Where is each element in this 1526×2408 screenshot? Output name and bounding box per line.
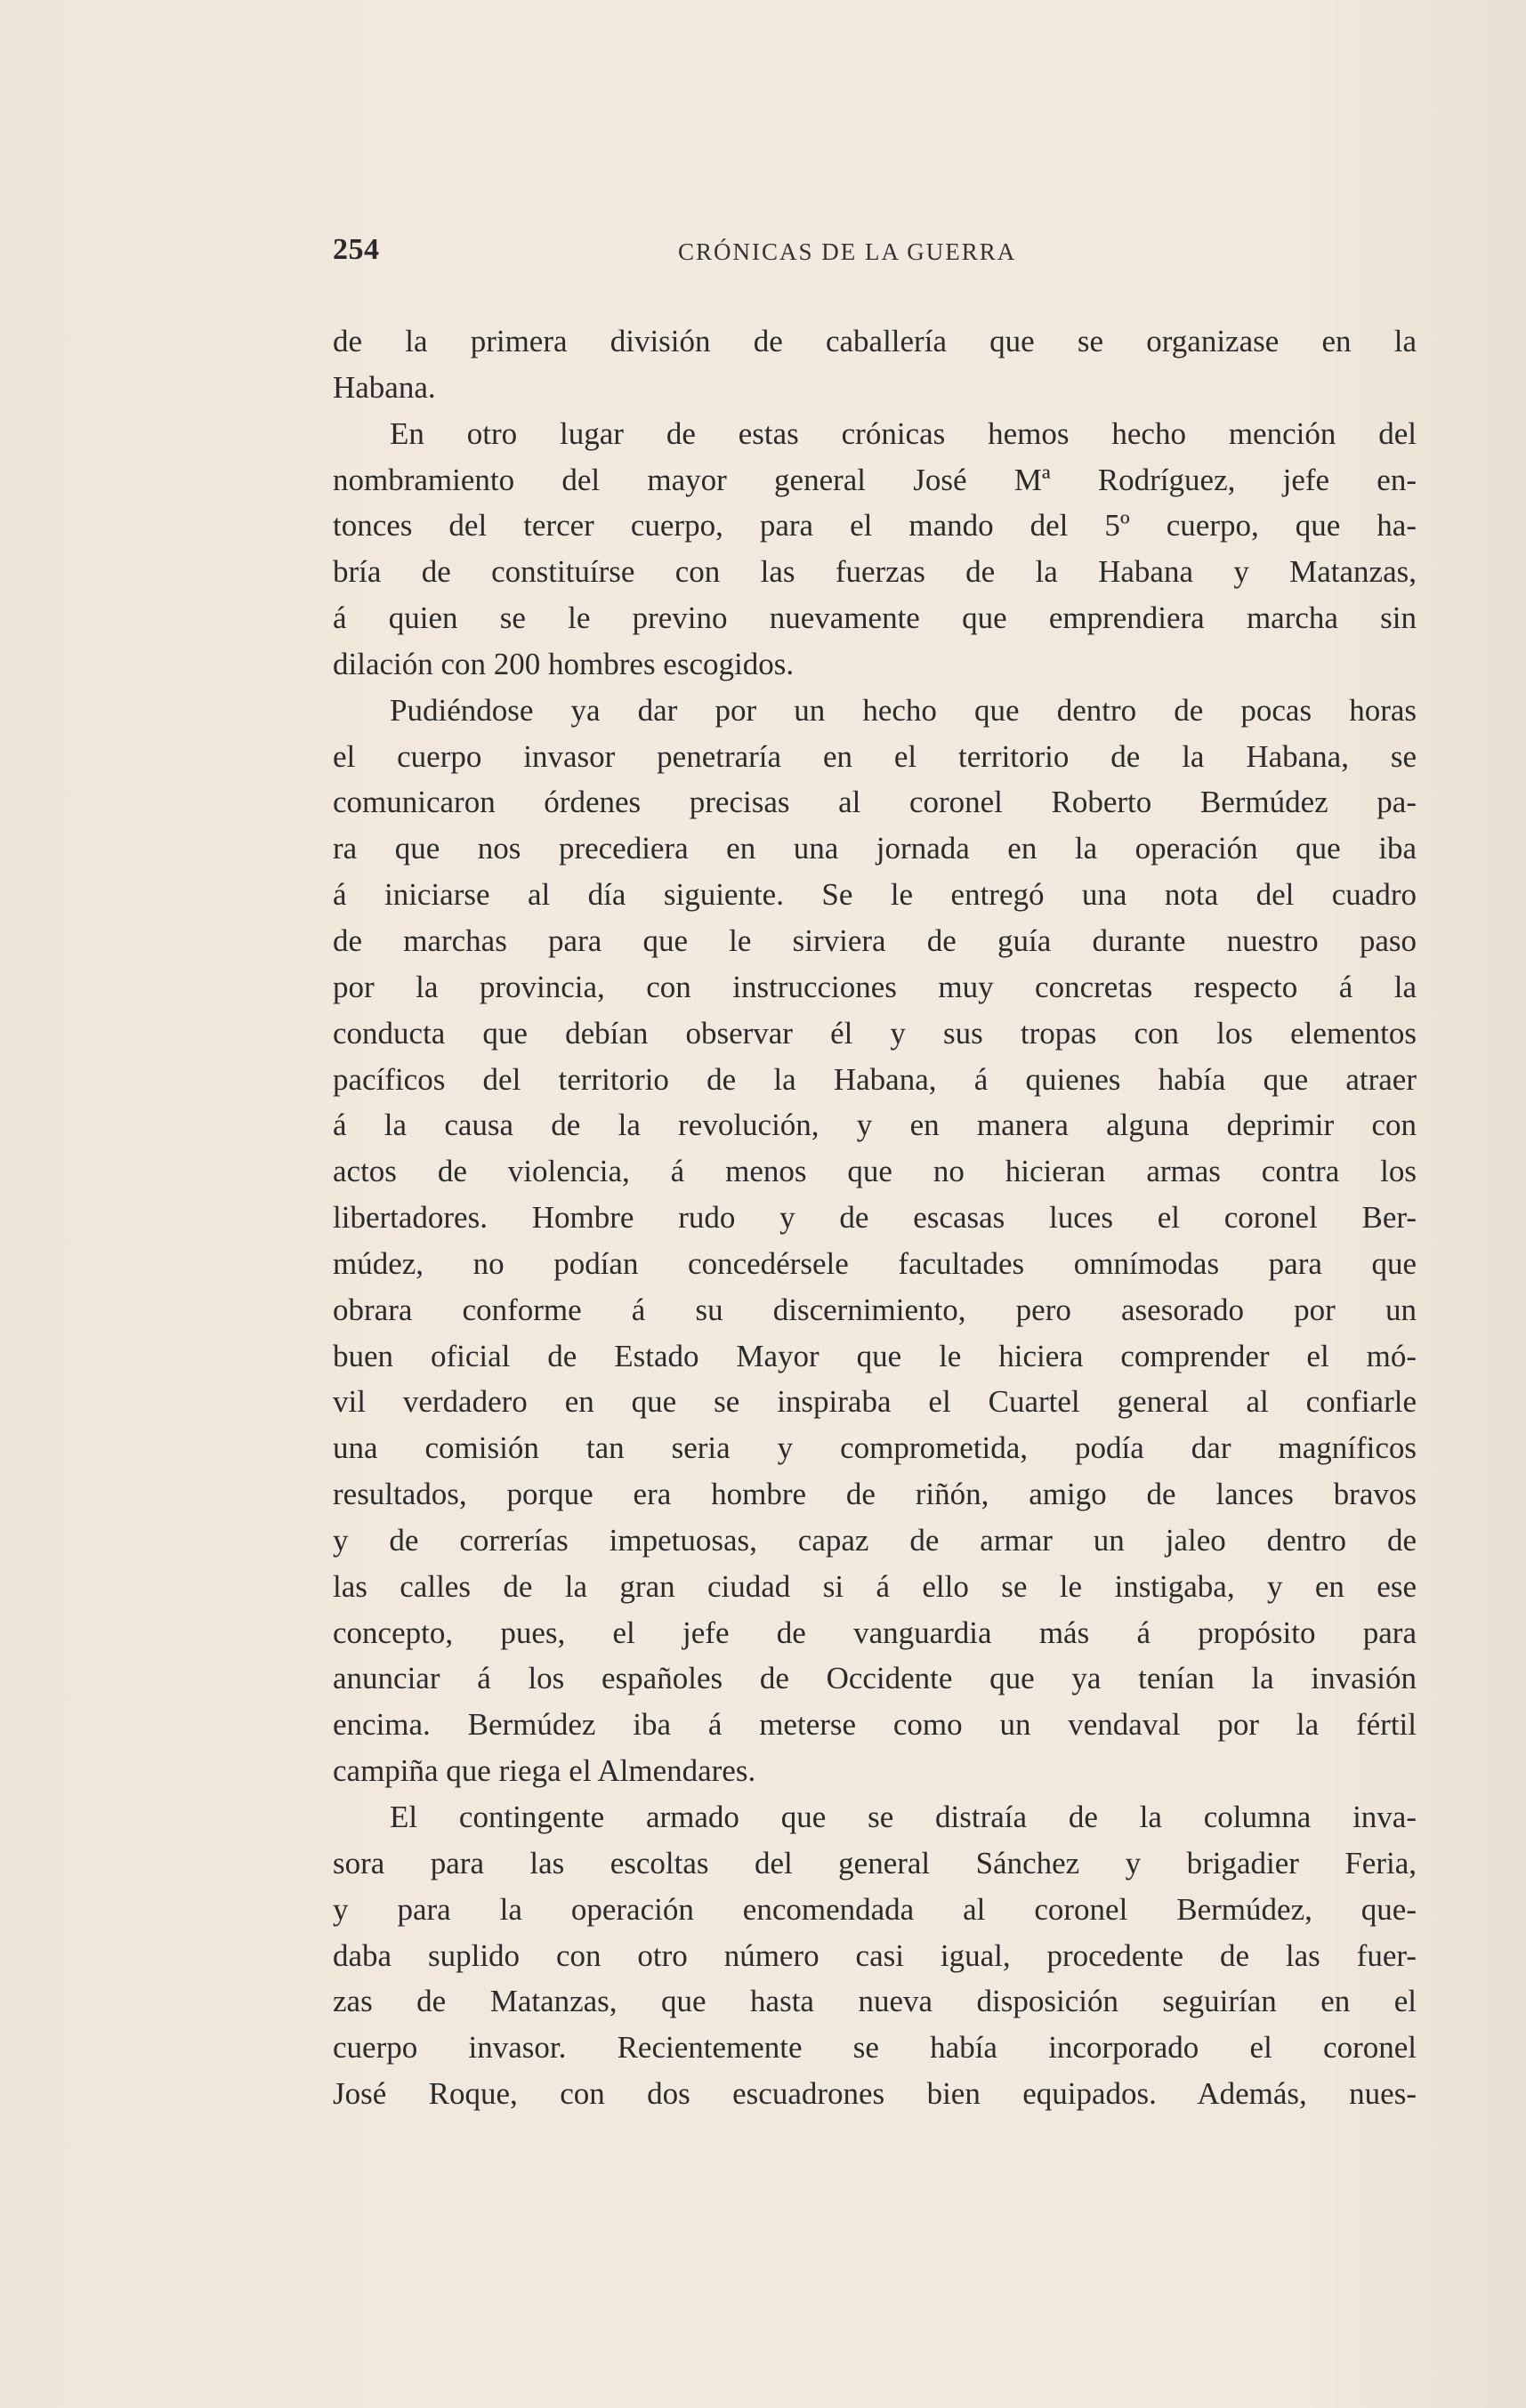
text-line: zas de Matanzas, que hasta nueva disposición seguirían en el	[333, 1984, 1417, 2019]
text-line: tonces del tercer cuerpo, para el mando del 5º cuerpo, que ha-	[333, 508, 1417, 544]
text-line: actos de violencia, á menos que no hicieran armas contra los	[333, 1154, 1417, 1189]
text-line: En otro lugar de estas crónicas hemos hecho mención del	[390, 415, 1417, 451]
text-line: una comisión tan seria y comprometida, podía dar magníficos	[333, 1430, 1417, 1466]
text-line: y para la operación encomendada al coronel Bermúdez, que-	[333, 1891, 1417, 1927]
text-line: de la primera división de caballería que se organizase en la	[333, 324, 1417, 358]
page-number: 254	[333, 233, 380, 266]
text-line: el cuerpo invasor penetraría en el territorio de la Habana, se	[333, 738, 1417, 774]
page-header	[333, 233, 1417, 276]
text-line: cuerpo invasor. Recientemente se había incorporado el coronel	[333, 2030, 1417, 2066]
text-line: sora para las escoltas del general Sánchez y brigadier Feria,	[333, 1845, 1417, 1880]
text-line: comunicaron órdenes precisas al coronel Roberto Bermúdez pa-	[333, 785, 1417, 820]
text-line: pacíficos del territorio de la Habana, á quienes había que atraer	[333, 1061, 1417, 1097]
text-line: libertadores. Hombre rudo y de escasas luces el coronel Ber-	[333, 1200, 1417, 1236]
text-line: conducta que debían observar él y sus tropas con los elementos	[333, 1015, 1417, 1051]
text-line: Habana.	[333, 369, 436, 405]
text-line: obrara conforme á su discernimiento, pero asesorado por un	[333, 1292, 1417, 1327]
text-line: Pudiéndose ya dar por un hecho que dentro de pocas horas	[390, 692, 1417, 728]
text-line: bría de constituírse con las fuerzas de la Habana y Matanzas,	[333, 554, 1417, 590]
text-line: José Roque, con dos escuadrones bien equipados. Además, nues-	[333, 2076, 1417, 2112]
body-text	[333, 318, 1417, 2117]
running-head: CRÓNICAS DE LA GUERRA	[678, 238, 1017, 265]
text-line: de marchas para que le sirviera de guía durante nuestro paso	[333, 922, 1417, 958]
text-line: resultados, porque era hombre de riñón, amigo de lances bravos	[333, 1477, 1417, 1512]
text-line: á quien se le previno nuevamente que emprendiera marcha sin	[333, 600, 1417, 636]
text-line: ra que nos precediera en una jornada en la operación que iba	[333, 831, 1417, 866]
text-line: daba suplido con otro número casi igual, procedente de las fuer-	[333, 1937, 1417, 1973]
text-line: y de correrías impetuosas, capaz de armar un jaleo dentro de	[333, 1522, 1417, 1558]
text-line: por la provincia, con instrucciones muy concretas respecto á la	[333, 969, 1417, 1004]
text-line: á iniciarse al día siguiente. Se le entregó una nota del cuadro	[333, 877, 1417, 913]
text-line: anunciar á los españoles de Occidente que ya tenían la invasión	[333, 1661, 1417, 1696]
text-line: nombramiento del mayor general José Mª Rodríguez, jefe en-	[333, 462, 1417, 497]
text-line: buen oficial de Estado Mayor que le hiciera comprender el mó-	[333, 1338, 1417, 1373]
text-line: las calles de la gran ciudad si á ello se le instigaba, y en ese	[333, 1568, 1417, 1604]
text-line: á la causa de la revolución, y en manera alguna deprimir con	[333, 1107, 1417, 1143]
text-line: concepto, pues, el jefe de vanguardia más á propósito para	[333, 1615, 1417, 1650]
text-line: El contingente armado que se distraía de la columna inva-	[390, 1800, 1417, 1834]
text-line: dilación con 200 hombres escogidos.	[333, 646, 795, 681]
text-line: vil verdadero en que se inspiraba el Cuartel general al confiarle	[333, 1384, 1417, 1420]
text-line: múdez, no podían concedérsele facultades omnímodas para que	[333, 1245, 1417, 1281]
text-line: encima. Bermúdez iba á meterse como un vendaval por la fértil	[333, 1707, 1417, 1743]
text-line: campiña que riega el Almendares.	[333, 1753, 756, 1789]
